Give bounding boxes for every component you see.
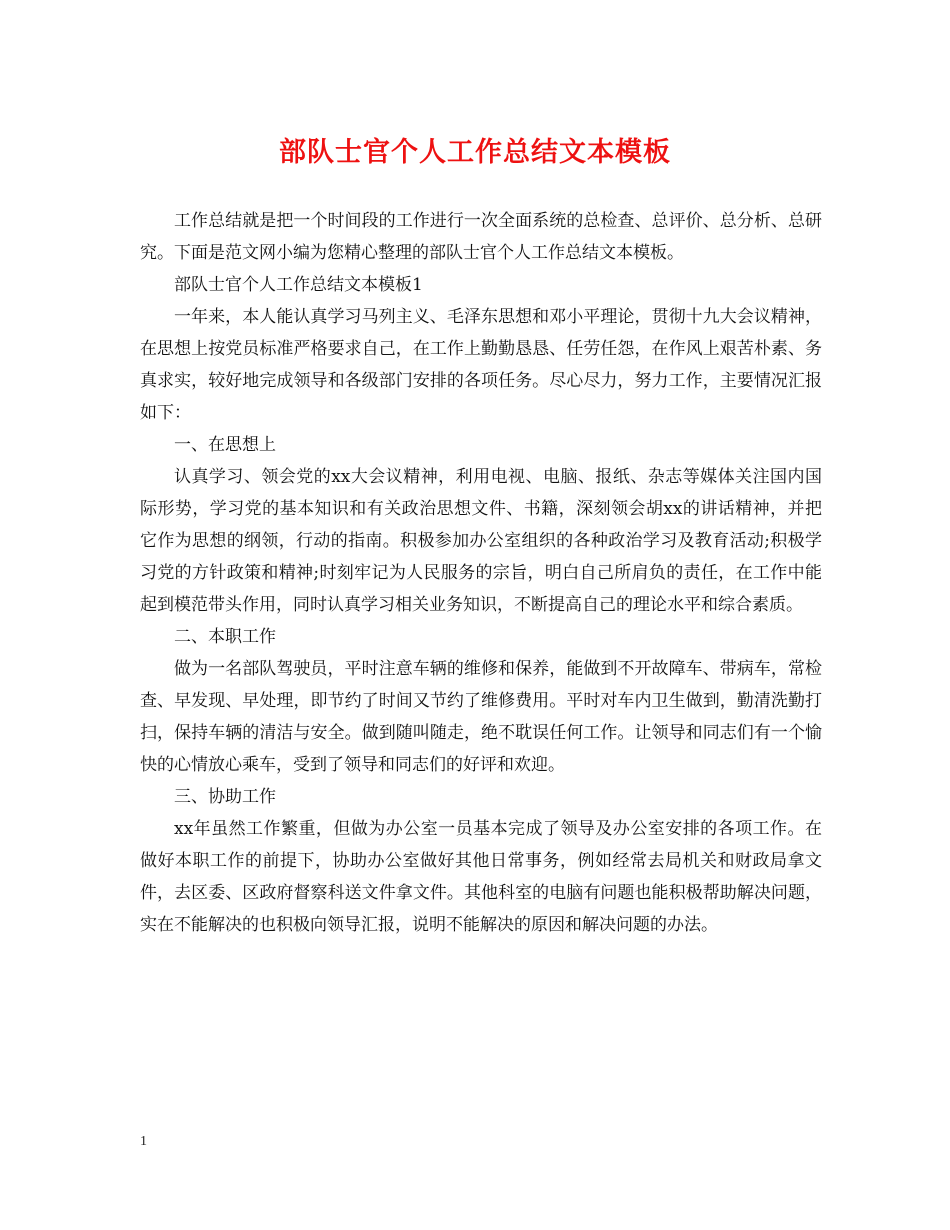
assist-paragraph: xx年虽然工作繁重，但做为办公室一员基本完成了领导及办公室安排的各项工作。在做好本职工作的前提下，协助办公室做好其他日常事务，例如经常去局机关和财政局拿文件，去区委、区政府督察科送文件拿文件。其他科室的电脑有问题也能积极帮助解决问题，实在不能解决的也积极向领导汇报，说明不能解决的原因和解决问题的办法。 (140, 819, 822, 935)
section-heading-assist: 三、协助工作 (174, 787, 276, 807)
overview-paragraph: 一年来，本人能认真学习马列主义、毛泽东思想和邓小平理论，贯彻十九大会议精神，在思想上按党员标准严格要求自己，在工作上勤勤恳恳、任劳任怨，在作风上艰苦朴素、务真求实，较好地完成领导和各级部门安排的各项任务。尽心尽力，努力工作，主要情况汇报如下： (140, 307, 822, 423)
page-number: 1 (140, 1134, 147, 1149)
intro-paragraph: 工作总结就是把一个时间段的工作进行一次全面系统的总检查、总评价、总分析、总研究。下面是范文网小编为您精心整理的部队士官个人工作总结文本模板。 (140, 211, 822, 263)
duty-paragraph: 做为一名部队驾驶员，平时注意车辆的维修和保养，能做到不开故障车、带病车，常检查、早发现、早处理，即节约了时间又节约了维修费用。平时对车内卫生做到，勤清洗勤打扫，保持车辆的清洁与安全。做到随叫随走，绝不耽误任何工作。让领导和同志们有一个愉快的心情放心乘车，受到了领导和同志们的好评和欢迎。 (140, 659, 822, 775)
thought-paragraph: 认真学习、领会党的xx大会议精神，利用电视、电脑、报纸、杂志等媒体关注国内国际形势，学习党的基本知识和有关政治思想文件、书籍，深刻领会胡xx的讲话精神，并把它作为思想的纲领，行动的指南。积极参加办公室组织的各种政治学习及教育活动;积极学习党的方针政策和精神;时刻牢记为人民服务的宗旨，明白自己所肩负的责任，在工作中能起到模范带头作用，同时认真学习相关业务知识，不断提高自己的理论水平和综合素质。 (140, 467, 822, 615)
document-title: 部队士官个人工作总结文本模板 (279, 137, 671, 168)
template-heading: 部队士官个人工作总结文本模板1 (174, 275, 423, 295)
section-heading-thought: 一、在思想上 (174, 435, 276, 455)
section-heading-duty: 二、本职工作 (174, 627, 276, 647)
document-body (140, 205, 822, 941)
